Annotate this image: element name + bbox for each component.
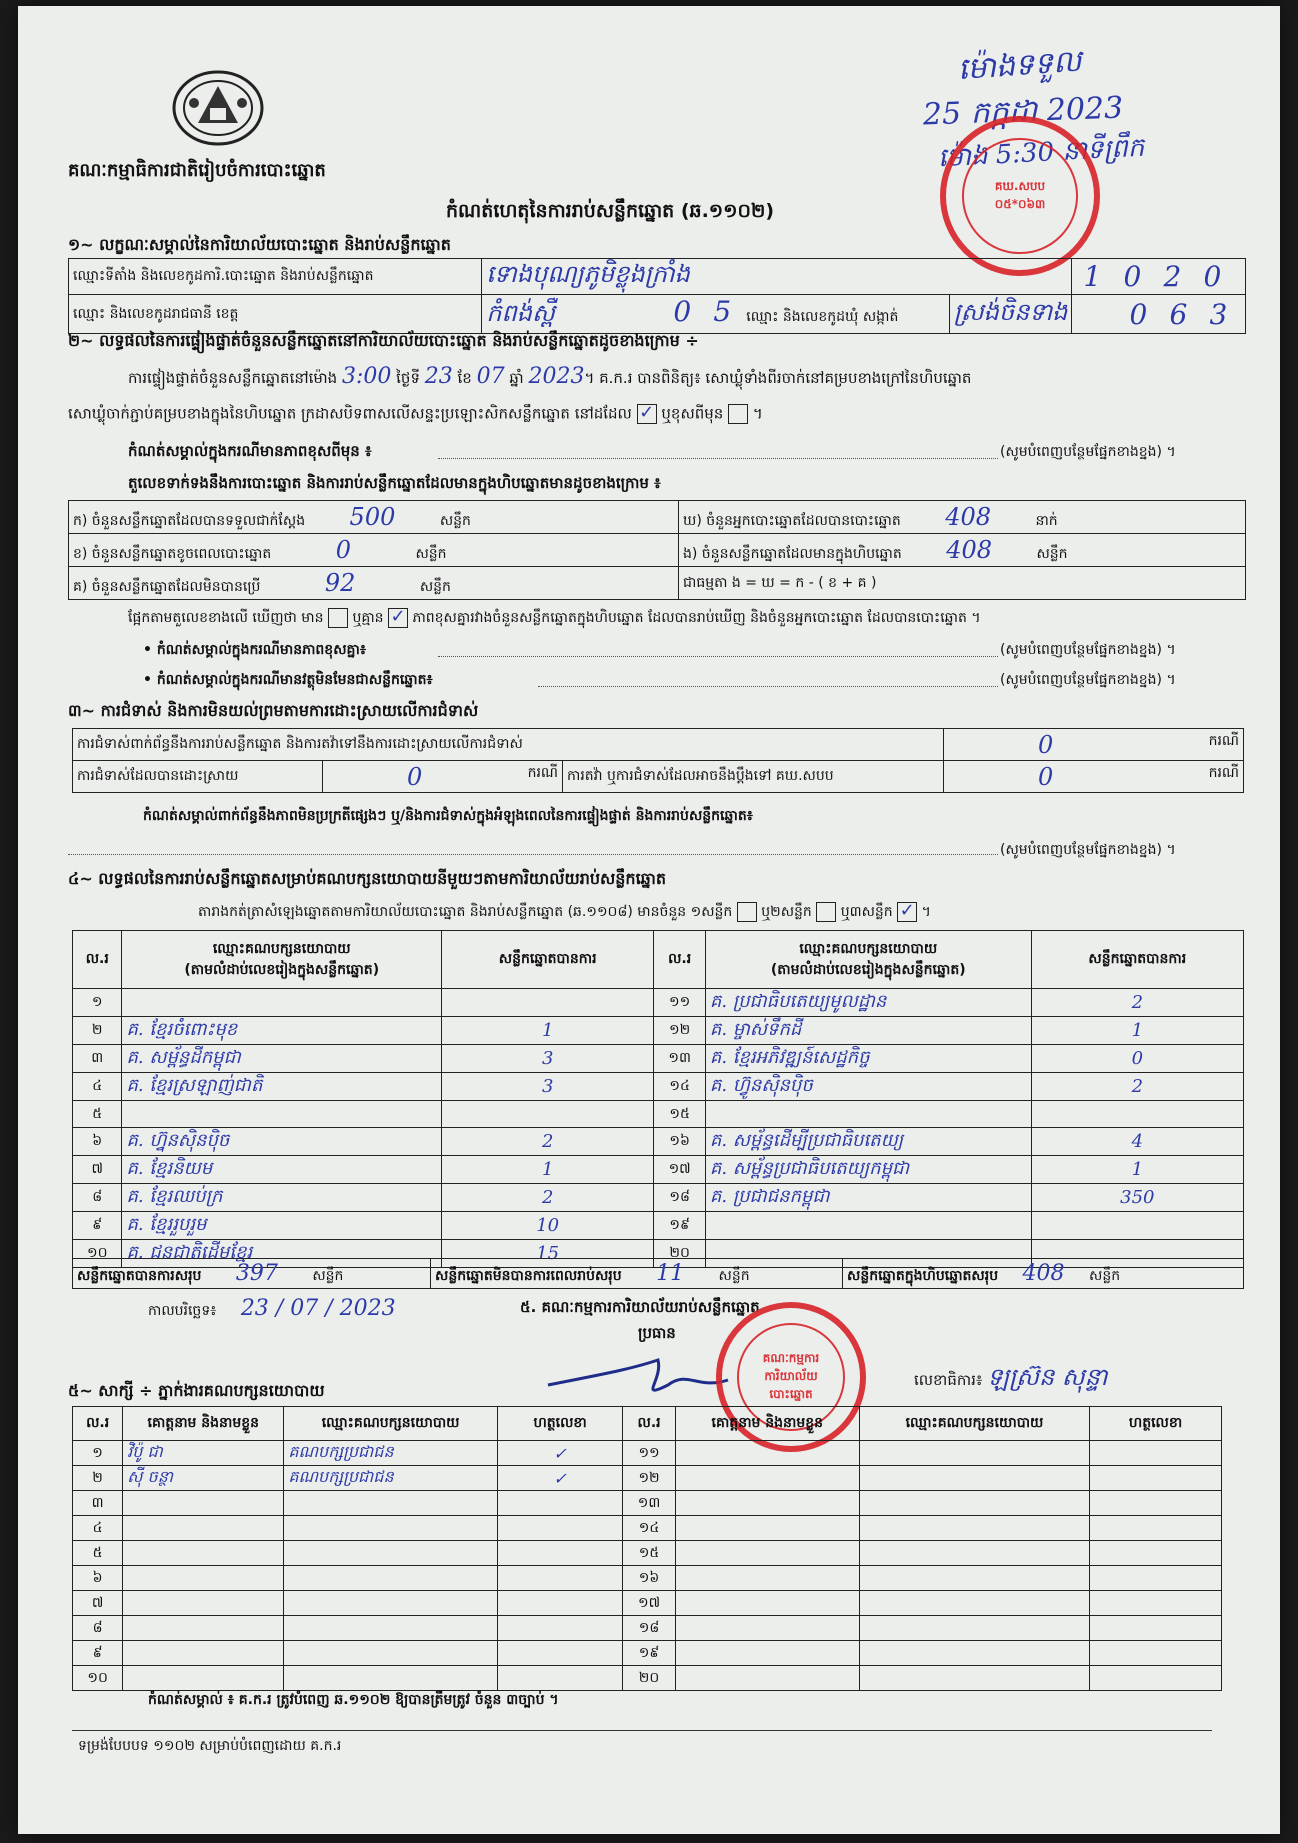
col-votes: សន្លឹកឆ្នោតបានការ (442, 931, 654, 989)
witness-name (123, 1541, 284, 1566)
result-party-right: គ. ហ៊្វូនស៊ិនប៉ិច (705, 1073, 1031, 1101)
resolved-count: 0 ករណី (323, 761, 563, 793)
witness-name: វិប៉ូ ជា (123, 1441, 284, 1466)
table-row (73, 989, 1244, 1017)
witness-party-right (859, 1641, 1089, 1666)
result-party: គ. ហ្វ៊ុនស៊ិនប៉ិច (122, 1128, 442, 1156)
numbers-intro: តួលេខទាក់ទងនឹងការបោះឆ្នោត និងការរាប់សន្លឹកឆ្នោតដែលមានក្នុងហិបឆ្នោតមានដូចខាងក្រោម ៖ (128, 474, 661, 492)
diff-note-line (438, 458, 998, 459)
result-party-right (705, 1101, 1031, 1128)
witness-sign (497, 1516, 623, 1541)
witness-no-right: ១៧ (623, 1591, 675, 1616)
table-row (73, 1616, 1222, 1641)
result-no-right: ១៨ (654, 1184, 706, 1212)
witness-name-right (675, 1441, 859, 1466)
witness-sign (497, 1566, 623, 1591)
commune-code: 0 6 3 (1072, 295, 1246, 334)
witness-sign (497, 1491, 623, 1516)
table-row (73, 1516, 1222, 1541)
result-votes-right: 1 (1031, 1156, 1243, 1184)
table-row (73, 1566, 1222, 1591)
one-sheet-checkbox[interactable] (737, 902, 757, 922)
result-no-right: ១២ (654, 1017, 706, 1045)
table-row (73, 1101, 1244, 1128)
witness-sign-right (1090, 1566, 1222, 1591)
stamp-top-text: គឃ.សបប ០៥*០៦៣ (994, 179, 1046, 211)
witness-sign-right (1090, 1441, 1222, 1466)
witness-party-right (859, 1591, 1089, 1616)
witness-party: គណបក្សប្រជាជន (284, 1466, 497, 1491)
witness-party-right (859, 1491, 1089, 1516)
table-row (73, 1541, 1222, 1566)
witness-sign-right (1090, 1666, 1222, 1691)
verification-paragraph: ការផ្ទៀងផ្ទាត់ចំនួនសន្លឹកឆ្នោតនៅម៉ោង 3:00 ថ្ងៃទី 23 ខែ 07 ឆ្នាំ 2023។ គ.ក.រ បានពិនិត្យ៖ សោឃ្លុំទាំងពីរចាក់នៅគម្របខាងក្រៅនៃហិបឆ្នោត (128, 364, 972, 389)
bullet-foreign-line (538, 686, 998, 687)
result-no: ២ (73, 1017, 122, 1045)
result-votes-right (1031, 1101, 1243, 1128)
received-note-line1: ម៉ោងទទួល (956, 43, 1083, 88)
witness-name (123, 1491, 284, 1516)
irregularity-fill: (សូមបំពេញបន្ថែមផ្នែកខាងខ្នង) ។ (1000, 842, 1176, 858)
witness-party (284, 1516, 497, 1541)
witness-sign: ✓ (497, 1466, 623, 1491)
objections-count: 0 ករណី (944, 729, 1244, 761)
three-sheets-checkbox[interactable]: ✓ (897, 902, 917, 922)
section2-heading: ២~ លទ្ធផលនៃការផ្ទៀងផ្ទាត់ចំនួនសន្លឹកឆ្នោតនៅការិយាល័យបោះឆ្នោត និងរាប់សន្លឹកឆ្នោតដូចខាងក្រោម ÷ (68, 331, 699, 350)
total-invalid: សន្លឹកឆ្នោតមិនបានការពេលរាប់សរុប 11 សន្លឹក (431, 1259, 843, 1289)
witness-table (72, 1406, 1222, 1691)
totals-table (72, 1258, 1244, 1289)
witness-name (123, 1566, 284, 1591)
report-date: កាលបរិច្ឆេទ៖ 23 / 07 / 2023 (148, 1296, 396, 1321)
result-no: ៥ (73, 1101, 122, 1128)
section4-heading: ៤~ លទ្ធផលនៃការរាប់សន្លឹកឆ្នោតសម្រាប់គណបក្សនយោបាយនីមួយៗតាមការិយាល័យរាប់សន្លឹកឆ្នោត (68, 869, 667, 888)
witness-party-right (859, 1666, 1089, 1691)
witness-col-name: គោត្តនាម និងនាមខ្លួន (123, 1407, 284, 1441)
section5-heading: ៥~ សាក្សី ÷ ភ្នាក់ងារគណបក្សនយោបាយ (68, 1381, 325, 1400)
result-votes-right: 4 (1031, 1128, 1243, 1156)
result-party-right: គ. ខ្មែរអភិវឌ្ឍន៍សេដ្ឋកិច្ច (705, 1045, 1031, 1073)
commune-value: ស្រង់ចិនទាង (949, 295, 1072, 334)
col-votes-right: សន្លឹកឆ្នោតបានការ (1031, 931, 1243, 989)
two-sheets-checkbox[interactable] (816, 902, 836, 922)
spoiled-ballots-row: ខ) ចំនួនសន្លឹកឆ្នោតខូចពេលបោះឆ្នោត 0 សន្លឹក (69, 534, 679, 567)
result-no-right: ១៦ (654, 1128, 706, 1156)
witness-sign (497, 1641, 623, 1666)
location-value: ទោងបុណ្យភូមិខ្លុងក្រាំង (482, 259, 1072, 295)
result-party: គ. ខ្មែរនិយម (122, 1156, 442, 1184)
witness-party (284, 1566, 497, 1591)
witness-sign (497, 1591, 623, 1616)
result-no-right: ២០ (654, 1240, 706, 1268)
secretary: លេខាធិការ៖ ឡស្រ៊ន សុន្ទា (914, 1363, 1108, 1391)
table-row (73, 1491, 1222, 1516)
received-note-line3: ម៉ោង 5:30 នាទីព្រឹក (937, 132, 1145, 174)
witness-col-name-right: គោត្តនាម និងនាមខ្លួន (675, 1407, 859, 1441)
result-no-right: ១៧ (654, 1156, 706, 1184)
result-votes: 3 (442, 1045, 654, 1073)
table-row (73, 1666, 1222, 1691)
witness-party (284, 1641, 497, 1666)
witness-no-right: ១៨ (623, 1616, 675, 1641)
committee-name: គណៈកម្មាធិការជាតិរៀបចំការបោះឆ្នោត (68, 160, 326, 181)
result-votes-right: 1 (1031, 1017, 1243, 1045)
province-label: ឈ្មោះ និងលេខកូដរាជធានី ខេត្ត (69, 295, 482, 334)
ballots-in-box-row: ង) ចំនួនសន្លឹកឆ្នោតដែលមានក្នុងហិបឆ្នោត 408 សន្លឹក (679, 534, 1246, 567)
footnote: កំណត់សម្គាល់ ៖ គ.ក.រ ត្រូវបំពេញ ឆ.១១០២ ឱ្យបានត្រឹមត្រូវ ចំនួន ៣ច្បាប់ ។ (148, 1692, 559, 1708)
witness-no-right: ២០ (623, 1666, 675, 1691)
witness-sign-right (1090, 1491, 1222, 1516)
result-no: ១០ (73, 1240, 122, 1268)
page-title: កំណត់ហេតុនៃការរាប់សន្លឹកឆ្នោត (ឆ.១១០២) (446, 200, 775, 222)
ballot-count-report-sheet (18, 6, 1280, 1834)
no-difference-checkbox[interactable]: ✓ (388, 608, 408, 628)
location-label: ឈ្មោះទីតាំង និងលេខកូដការិ.បោះឆ្នោត និងរាប់សន្លឹកឆ្នោត (69, 259, 482, 295)
result-votes (442, 1101, 654, 1128)
witness-no-right: ១៦ (623, 1566, 675, 1591)
result-no: ៨ (73, 1184, 122, 1212)
total-in-box: សន្លឹកឆ្នោតក្នុងហិបឆ្នោតសរុប 408 សន្លឹក (843, 1259, 1244, 1289)
result-party (122, 1101, 442, 1128)
seal-status-line: សោឃ្លុំចាក់ភ្ជាប់គម្របខាងក្នុងនៃហិបឆ្នោត ក្រដាសបិទពាសលើសន្ទះប្រឡោះសិកសន្លឹកឆ្នោត នៅដដែល ✓ ឬខុសពីមុន ។ (68, 402, 763, 423)
voters-row: ឃ) ចំនួនអ្នកបោះឆ្នោតដែលបានបោះឆ្នោត 408 នាក់ (679, 501, 1246, 534)
col-party-right: ឈ្មោះគណបក្សនយោបាយ (តាមលំដាប់លេខរៀងក្នុងសន្លឹកឆ្នោត) (705, 931, 1031, 989)
witness-col-sign: ហត្ថលេខា (497, 1407, 623, 1441)
result-party: គ. ខ្មែររួបរួម (122, 1212, 442, 1240)
bullet-diff-fill: (សូមបំពេញបន្ថែមផ្នែកខាងខ្នង) ។ (1000, 642, 1176, 658)
discrepancy-line: ផ្អែកតាមតួលេខខាងលើ ឃើញថា មាន ឬគ្មាន ✓ ភាពខុសគ្នារវាងចំនួនសន្លឹកឆ្នោតក្នុងហិបឆ្នោត ដែលបានរាប់ឃើញ និងចំនួនអ្នកបោះឆ្នោត ដែលបានបោះឆ្នោត ។ (128, 606, 981, 627)
witness-no-right: ១១ (623, 1441, 675, 1466)
result-no: ៤ (73, 1073, 122, 1101)
witness-no: ១០ (73, 1666, 123, 1691)
witness-name (123, 1516, 284, 1541)
changed-checkbox[interactable] (728, 404, 748, 424)
location-code: 1 0 2 0 (1072, 259, 1246, 295)
result-votes-right: 350 (1031, 1184, 1243, 1212)
witness-party-right (859, 1541, 1089, 1566)
result-votes: 2 (442, 1128, 654, 1156)
result-no: ៦ (73, 1128, 122, 1156)
result-votes: 3 (442, 1073, 654, 1101)
col-no-right: ល.រ (654, 931, 706, 989)
table-row (73, 1466, 1222, 1491)
witness-party: គណបក្សប្រជាជន (284, 1441, 497, 1466)
table-row (73, 1045, 1244, 1073)
result-party-right: គ. សម្ព័ន្ធប្រជាធិបតេយ្យកម្ពុជា (705, 1156, 1031, 1184)
result-party-right: គ. ប្រជាជនកម្ពុជា (705, 1184, 1031, 1212)
witness-no-right: ១៣ (623, 1491, 675, 1516)
table-row (73, 1017, 1244, 1045)
received-ballots-row: ក) ចំនួនសន្លឹកឆ្នោតដែលបានទទួលជាក់ស្តែង 500 សន្លឹក (69, 501, 679, 534)
section1-heading: ១~ លក្ខណៈសម្គាល់នៃការិយាល័យបោះឆ្នោត និងរាប់សន្លឹកឆ្នោត (68, 235, 451, 254)
witness-name-right (675, 1541, 859, 1566)
bullet-diff-line (438, 656, 998, 657)
result-party: គ. ខ្មែរស្រឡាញ់ជាតិ (122, 1073, 442, 1101)
table-row (73, 1212, 1244, 1240)
col-no: ល.រ (73, 931, 122, 989)
result-votes-right: 2 (1031, 989, 1243, 1017)
result-votes (442, 989, 654, 1017)
witness-sign-right (1090, 1516, 1222, 1541)
witness-no: ២ (73, 1466, 123, 1491)
table-row (73, 1641, 1222, 1666)
diff-note-fill: (សូមបំពេញបន្ថែមផ្នែកខាងខ្នង) ។ (1000, 444, 1176, 460)
result-party: គ. ខ្មែរឈប់ក្រ (122, 1184, 442, 1212)
result-no-right: ១៥ (654, 1101, 706, 1128)
witness-sign (497, 1541, 623, 1566)
witness-party (284, 1666, 497, 1691)
witness-col-party-right: ឈ្មោះគណបក្សនយោបាយ (859, 1407, 1089, 1441)
witness-sign-right (1090, 1616, 1222, 1641)
result-no-right: ១៩ (654, 1212, 706, 1240)
result-votes: 1 (442, 1017, 654, 1045)
section1-table (68, 258, 1246, 334)
formula: ជាធម្មតា ង = ឃ = ក - ( ខ + គ ) (679, 567, 1246, 600)
witness-sign (497, 1616, 623, 1641)
witness-no: ៩ (73, 1641, 123, 1666)
witness-no: ៧ (73, 1591, 123, 1616)
appeal-count: 0 ករណី (944, 761, 1244, 793)
diff-note-label: កំណត់សម្គាល់ក្នុងករណីមានភាពខុសពីមុន ៖ (128, 442, 372, 460)
witness-no-right: ១៤ (623, 1516, 675, 1541)
result-votes-right: 2 (1031, 1073, 1243, 1101)
witness-party-right (859, 1441, 1089, 1466)
witness-party (284, 1541, 497, 1566)
witness-no: ៦ (73, 1566, 123, 1591)
witness-name-right (675, 1591, 859, 1616)
col-party: ឈ្មោះគណបក្សនយោបាយ (តាមលំដាប់លេខរៀងក្នុងសន្លឹកឆ្នោត) (122, 931, 442, 989)
result-votes: 15 (442, 1240, 654, 1268)
result-no: ៧ (73, 1156, 122, 1184)
result-no: ១ (73, 989, 122, 1017)
result-party (122, 989, 442, 1017)
witness-name-right (675, 1666, 859, 1691)
result-votes-right (1031, 1212, 1243, 1240)
witness-party (284, 1591, 497, 1616)
witness-sign: ✓ (497, 1441, 623, 1466)
witness-sign (497, 1666, 623, 1691)
irregularity-note: កំណត់សម្គាល់ពាក់ព័ន្ធនឹងភាពមិនប្រក្រតីផ្សេងៗ ឬ/និងការជំទាស់ក្នុងអំឡុងពេលនៃការផ្ទៀងផ្ទាត់ និងការរាប់សន្លឹកឆ្នោត៖ (143, 808, 753, 824)
witness-col-no-right: ល.រ (623, 1407, 675, 1441)
witness-party (284, 1491, 497, 1516)
witness-name-right (675, 1491, 859, 1516)
unused-ballots-row: គ) ចំនួនសន្លឹកឆ្នោតដែលមិនបានប្រើ 92 សន្លឹក (69, 567, 679, 600)
witness-name-right (675, 1516, 859, 1541)
witness-no-right: ១២ (623, 1466, 675, 1491)
official-stamp-top (940, 116, 1100, 276)
objections-label: ការជំទាស់ពាក់ព័ន្ធនឹងការរាប់សន្លឹកឆ្នោត និងការតវ៉ាទៅនឹងការដោះស្រាយលើការជំទាស់ (73, 729, 944, 761)
unchanged-checkbox[interactable]: ✓ (637, 404, 657, 424)
stamp-bottom-text: គណៈកម្មការការិយាល័យបោះឆ្នោត (762, 1351, 820, 1401)
witness-name-right (675, 1616, 859, 1641)
witness-sign-right (1090, 1591, 1222, 1616)
appeal-label: ការតវ៉ា ឬការជំទាស់ដែលអាចនឹងប្តឹងទៅ គឃ.សបប (563, 761, 944, 793)
bullet-diff: • កំណត់សម្គាល់ក្នុងករណីមានភាពខុសគ្នា៖ (143, 642, 367, 658)
witness-name-right (675, 1566, 859, 1591)
witness-no: ១ (73, 1441, 123, 1466)
chair-signature-icon (538, 1340, 738, 1410)
witness-name-right (675, 1466, 859, 1491)
result-party-right (705, 1212, 1031, 1240)
result-party: គ. សម្ព័ន្ធដីកម្ពុជា (122, 1045, 442, 1073)
witness-no-right: ១៩ (623, 1641, 675, 1666)
witness-no: ៥ (73, 1541, 123, 1566)
chair-label: ប្រធាន (638, 1324, 676, 1342)
witness-name (123, 1666, 284, 1691)
numbers-table (68, 500, 1246, 600)
bullet-foreign: • កំណត់សម្គាល់ក្នុងករណីមានវត្ថុមិនមែនជាសន្លឹកឆ្នោត៖ (143, 672, 433, 688)
witness-party-right (859, 1466, 1089, 1491)
form-note: ទម្រង់បែបបទ ១១០២ សម្រាប់បំពេញដោយ គ.ក.រ (78, 1738, 342, 1754)
resolved-label: ការជំទាស់ដែលបានដោះស្រាយ (73, 761, 323, 793)
result-votes: 2 (442, 1184, 654, 1212)
nec-emblem-icon (168, 68, 268, 148)
witness-party (284, 1616, 497, 1641)
irregularity-line (68, 854, 998, 855)
bullet-foreign-fill: (សូមបំពេញបន្ថែមផ្នែកខាងខ្នង) ។ (1000, 672, 1176, 688)
result-votes-right: 0 (1031, 1045, 1243, 1073)
result-no-right: ១១ (654, 989, 706, 1017)
total-valid: សន្លឹកឆ្នោតបានការសរុប 397 សន្លឹក (73, 1259, 431, 1289)
result-votes: 10 (442, 1212, 654, 1240)
table-row (73, 1184, 1244, 1212)
province-value: កំពង់ស្ពឺ 0 5 ឈ្មោះ និងលេខកូដឃុំ សង្កាត់ (482, 295, 949, 334)
table-row (73, 1441, 1222, 1466)
result-no: ៩ (73, 1212, 122, 1240)
result-votes: 1 (442, 1156, 654, 1184)
party-results-table (72, 930, 1244, 1268)
witness-no: ៤ (73, 1516, 123, 1541)
table-row (73, 1591, 1222, 1616)
witness-sign-right (1090, 1641, 1222, 1666)
witness-name (123, 1616, 284, 1641)
result-no: ៣ (73, 1045, 122, 1073)
has-difference-checkbox[interactable] (328, 608, 348, 628)
table-row (73, 1073, 1244, 1101)
received-note-line2: 25 កក្កដា 2023 (922, 90, 1124, 133)
witness-sign-right (1090, 1466, 1222, 1491)
tally-sheets-line: តារាងកត់ត្រាសំឡេងឆ្នោតតាមការិយាល័យបោះឆ្នោត និងរាប់សន្លឹកឆ្នោត (ឆ.១១០៨) មានចំនួន ១សន្លឹក ឬ២សន្លឹក ឬ៣សន្លឹក ✓ ។ (198, 900, 931, 921)
witness-col-party: ឈ្មោះគណបក្សនយោបាយ (284, 1407, 497, 1441)
table-row (73, 1128, 1244, 1156)
result-party: គ. ខ្មែរចំពោះមុខ (122, 1017, 442, 1045)
witness-name: ស៊ី ចន្ថា (123, 1466, 284, 1491)
witness-no-right: ១៥ (623, 1541, 675, 1566)
witness-col-sign-right: ហត្ថលេខា (1090, 1407, 1222, 1441)
result-party-right: គ. សម្ព័ន្ធដើម្បីប្រជាធិបតេយ្យ (705, 1128, 1031, 1156)
section3-heading: ៣~ ការជំទាស់ និងការមិនយល់ព្រមតាមការដោះស្រាយលើការជំទាស់ (68, 701, 479, 720)
witness-name (123, 1591, 284, 1616)
witness-party-right (859, 1516, 1089, 1541)
witness-name-right (675, 1641, 859, 1666)
witness-col-no: ល.រ (73, 1407, 123, 1441)
witness-party-right (859, 1566, 1089, 1591)
witness-no: ៨ (73, 1616, 123, 1641)
witness-party-right (859, 1616, 1089, 1641)
result-no-right: ១៣ (654, 1045, 706, 1073)
objections-table (72, 728, 1244, 793)
result-no-right: ១៤ (654, 1073, 706, 1101)
result-party-right: គ. ម្ចាស់ទឹកដី (705, 1017, 1031, 1045)
footer-divider (72, 1730, 1212, 1731)
witness-name (123, 1641, 284, 1666)
result-party: គ. ជនជាតិដើមខ្មែរ (122, 1240, 442, 1268)
committee-signature-label: ៥. គណៈកម្មការការិយាល័យរាប់សន្លឹកឆ្នោត (520, 1298, 760, 1316)
result-party-right: គ. ប្រជាធិបតេយ្យមូលដ្ឋាន (705, 989, 1031, 1017)
witness-sign-right (1090, 1541, 1222, 1566)
witness-no: ៣ (73, 1491, 123, 1516)
table-row (73, 1156, 1244, 1184)
